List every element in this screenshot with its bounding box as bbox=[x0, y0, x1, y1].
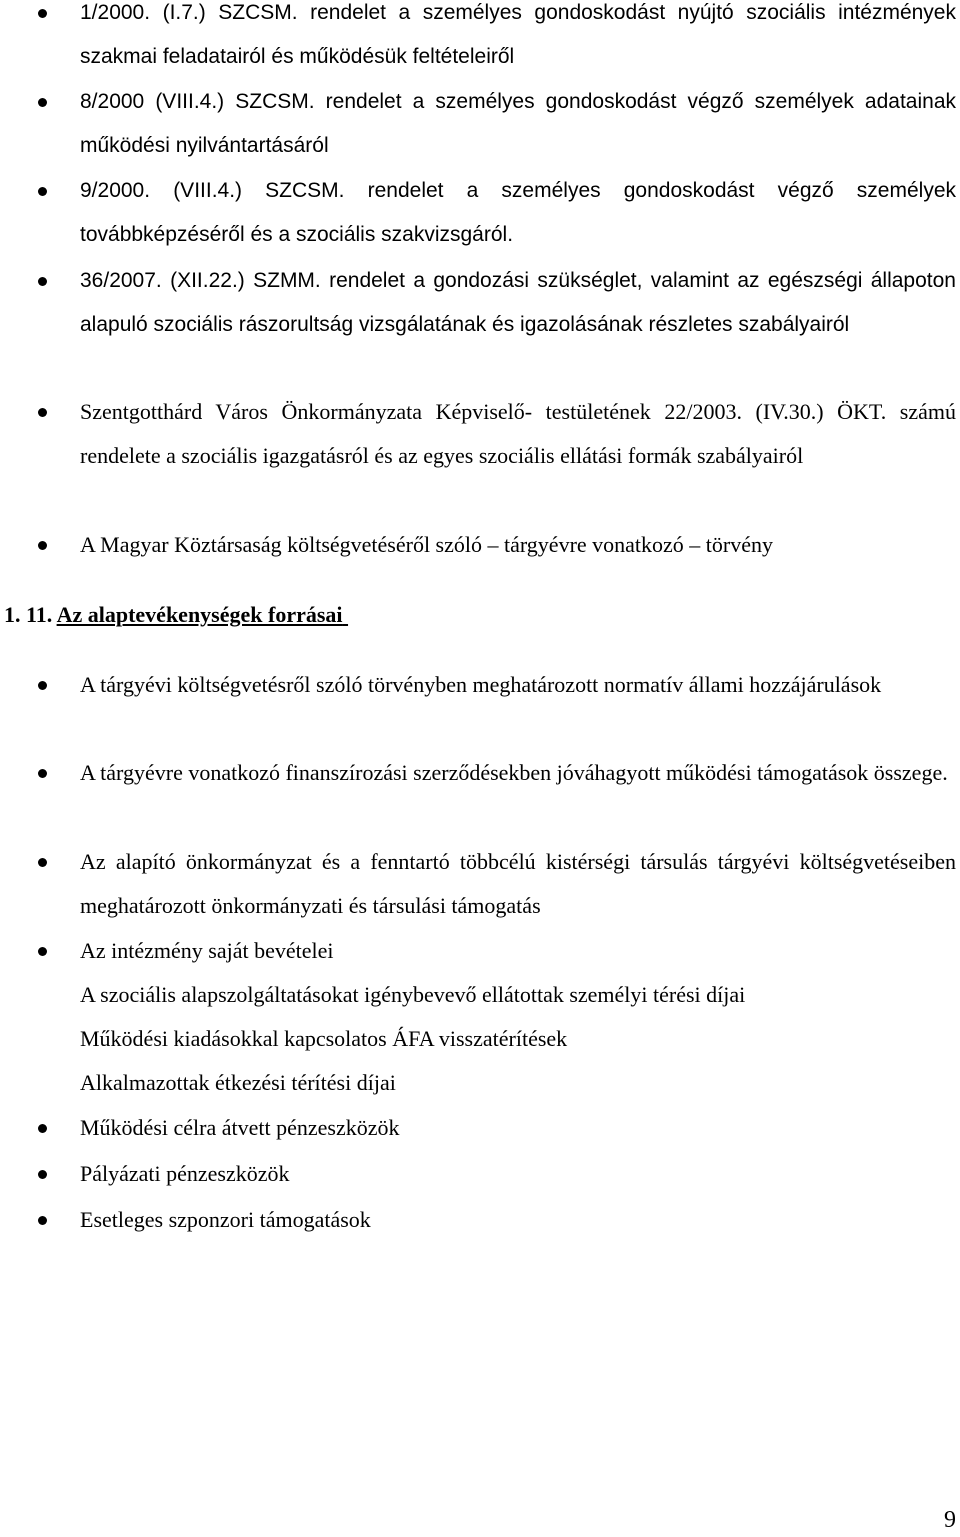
list-item-text: 9/2000. (VIII.4.) SZCSM. rendelet a személyes gondoskodást végző személyek továbbképzéséről és a szociális szakvizsgáról. bbox=[80, 179, 956, 246]
list-item bbox=[80, 663, 956, 707]
list-item bbox=[80, 390, 956, 478]
list-item bbox=[80, 169, 956, 257]
bullet-icon bbox=[38, 858, 47, 867]
list-item-text: A Magyar Köztársaság költségvetéséről szóló – tárgyévre vonatkozó – törvény bbox=[80, 532, 773, 557]
page-number: 9 bbox=[944, 1507, 956, 1533]
list-item-text: 36/2007. (XII.22.) SZMM. rendelet a gondozási szükséglet, valamint az egészségi állapoton alapuló szociális rászorultság vizsgálatának és igazolásának részletes szabályairól bbox=[80, 269, 956, 336]
section-heading bbox=[4, 593, 348, 637]
sub-list-item bbox=[80, 1061, 396, 1105]
bullet-icon bbox=[38, 1124, 47, 1133]
bullet-icon bbox=[38, 681, 47, 690]
list-item bbox=[80, 929, 956, 973]
list-item-text: 1/2000. (I.7.) SZCSM. rendelet a személyes gondoskodást nyújtó szociális intézmények szakmai feladatairól és működésük feltételeiről bbox=[80, 1, 956, 68]
list-item-text: A tárgyévre vonatkozó finanszírozási szerződésekben jóváhagyott működési támogatások összege. bbox=[80, 760, 948, 785]
bullet-icon bbox=[38, 1170, 47, 1179]
sub-list-item-text: Működési kiadásokkal kapcsolatos ÁFA visszatérítések bbox=[80, 1026, 568, 1051]
list-item-text: 8/2000 (VIII.4.) SZCSM. rendelet a személyes gondoskodást végző személyek adatainak működési nyilvántartásáról bbox=[80, 90, 956, 157]
list-item-text: A tárgyévi költségvetésről szóló törvényben meghatározott normatív állami hozzájárulások bbox=[80, 672, 882, 697]
list-item bbox=[80, 80, 956, 168]
bullet-icon bbox=[38, 98, 47, 107]
bullet-icon bbox=[38, 541, 47, 550]
list-item bbox=[80, 1152, 956, 1196]
list-item bbox=[80, 523, 956, 567]
list-item bbox=[80, 1106, 956, 1150]
bullet-icon bbox=[38, 277, 47, 286]
bullet-icon bbox=[38, 408, 47, 417]
list-item bbox=[80, 1198, 956, 1242]
list-item-text: Az intézmény saját bevételei bbox=[80, 938, 334, 963]
bullet-icon bbox=[38, 1216, 47, 1225]
list-item-text: Az alapító önkormányzat és a fenntartó többcélú kistérségi társulás tárgyévi költségvetéseiben meghatározott önkormányzati és társulási támogatás bbox=[80, 849, 956, 918]
list-item-text: Szentgotthárd Város Önkormányzata Képviselő- testületének 22/2003. (IV.30.) ÖKT. számú rendelete a szociális igazgatásról és az egyes szociális ellátási formák szabályairól bbox=[80, 399, 956, 468]
sub-list-item bbox=[80, 1017, 567, 1061]
bullet-icon bbox=[38, 947, 47, 956]
section-title: Az alaptevékenységek forrásai bbox=[56, 602, 343, 627]
list-item bbox=[80, 751, 956, 795]
list-item bbox=[80, 259, 956, 347]
bullet-icon bbox=[38, 187, 47, 196]
list-item-text: Működési célra átvett pénzeszközök bbox=[80, 1115, 400, 1140]
list-item-text: Esetleges szponzori támogatások bbox=[80, 1207, 371, 1232]
sub-list-item bbox=[80, 973, 745, 1017]
sub-list-item-text: Alkalmazottak étkezési térítési díjai bbox=[80, 1070, 396, 1095]
bullet-icon bbox=[38, 9, 47, 18]
bullet-icon bbox=[38, 769, 47, 778]
list-item bbox=[80, 0, 956, 79]
section-number: 1. 11. bbox=[4, 602, 53, 627]
list-item-text: Pályázati pénzeszközök bbox=[80, 1161, 290, 1186]
list-item bbox=[80, 840, 956, 928]
sub-list-item-text: A szociális alapszolgáltatásokat igénybevevő ellátottak személyi térési díjai bbox=[80, 982, 746, 1007]
